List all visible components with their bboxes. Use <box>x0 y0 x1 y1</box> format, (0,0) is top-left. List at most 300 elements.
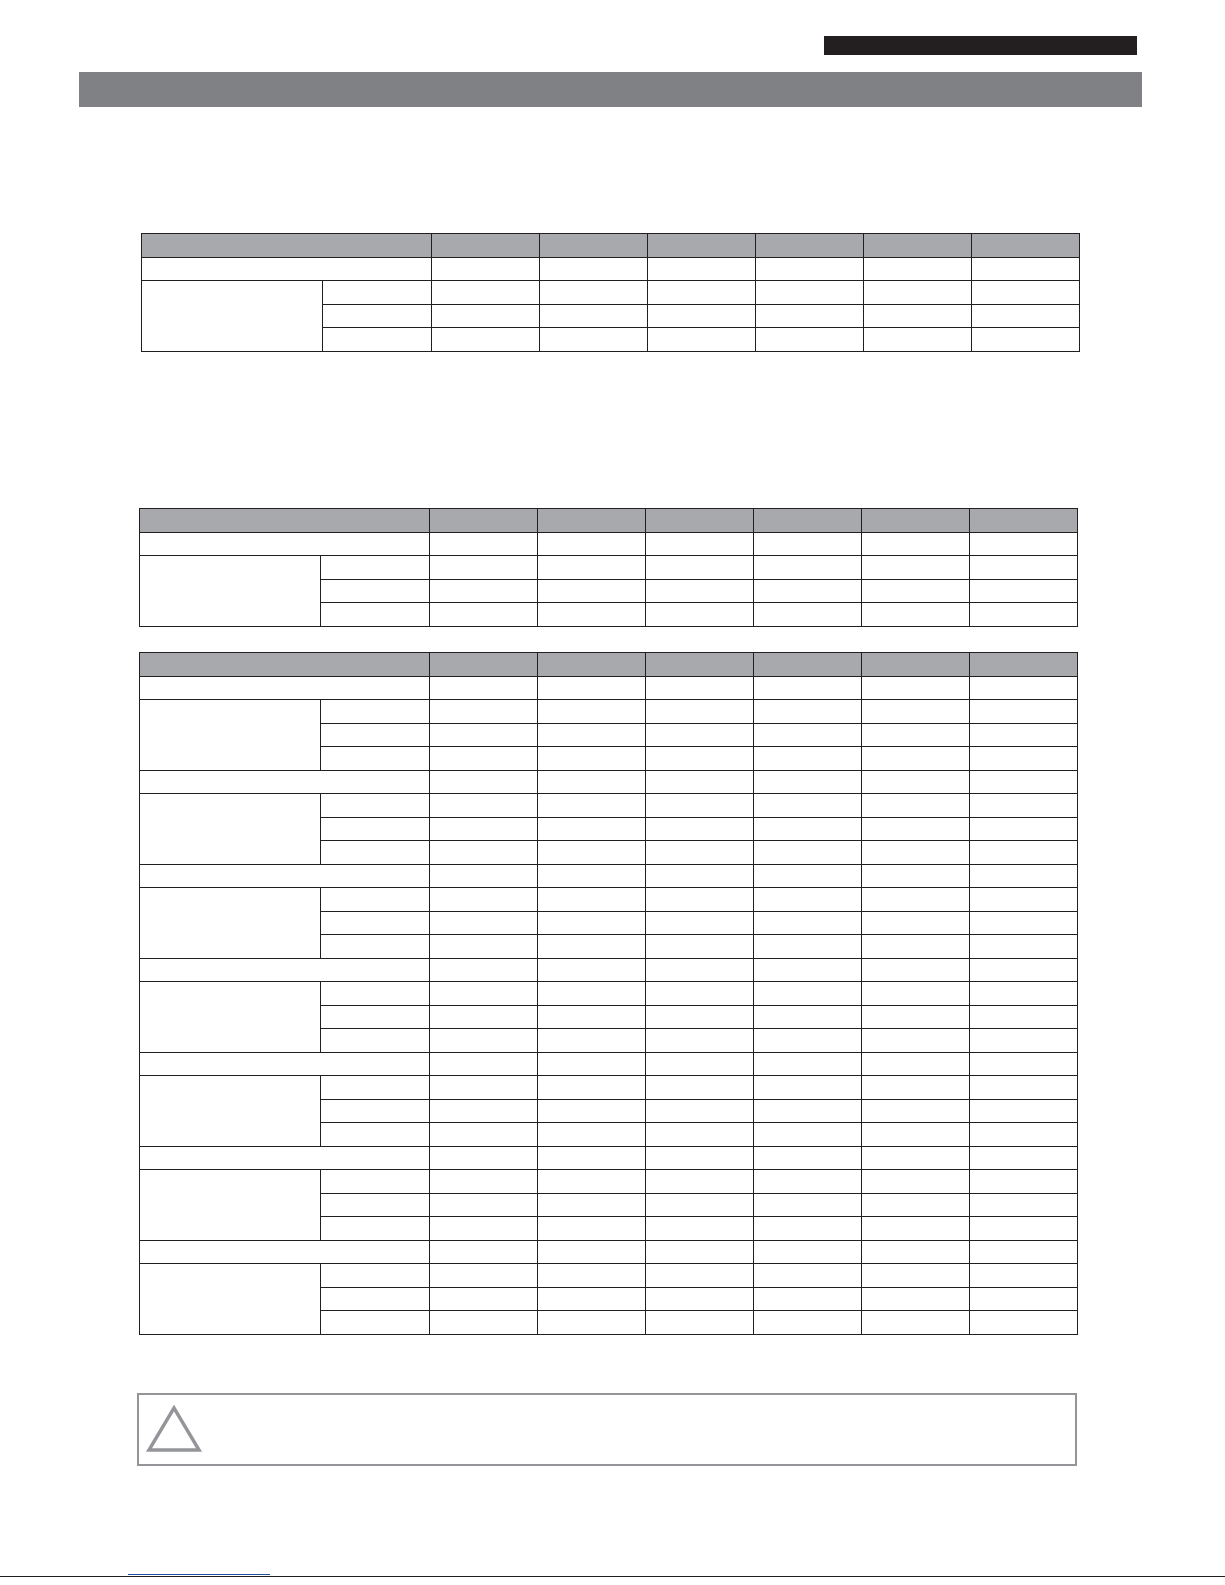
table-cell <box>970 1146 1078 1170</box>
table-cell <box>538 817 646 841</box>
table-cell <box>646 982 754 1006</box>
table-cell <box>754 1311 862 1335</box>
table-cell <box>646 817 754 841</box>
table-cell <box>646 700 754 724</box>
table-cell <box>538 841 646 865</box>
table-cell <box>646 603 754 627</box>
table-cell <box>862 1193 970 1217</box>
table-cell <box>646 676 754 700</box>
table-cell <box>972 304 1080 328</box>
warning-triangle-icon <box>145 1404 203 1454</box>
table-cell <box>754 1029 862 1053</box>
table-cell <box>864 304 972 328</box>
footer-rule <box>0 1576 1225 1577</box>
table-cell <box>538 1311 646 1335</box>
table-cell <box>538 1029 646 1053</box>
group-label-cell <box>140 1264 321 1335</box>
sub-label-cell <box>321 556 430 580</box>
table-cell <box>432 257 540 281</box>
table-cell <box>754 935 862 959</box>
table-cell <box>754 958 862 982</box>
group-label-cell <box>140 1170 321 1241</box>
table-cell <box>862 958 970 982</box>
table-cell <box>538 1005 646 1029</box>
table-cell <box>862 1146 970 1170</box>
table-cell <box>970 911 1078 935</box>
table-cell <box>756 257 864 281</box>
header-cell <box>430 653 538 677</box>
table-cell <box>862 935 970 959</box>
table-cell <box>538 958 646 982</box>
table-cell <box>430 1193 538 1217</box>
header-cell <box>646 509 754 533</box>
table-cell <box>970 817 1078 841</box>
table-cell <box>970 1005 1078 1029</box>
header-cell <box>538 509 646 533</box>
table-cell <box>430 747 538 771</box>
table-row <box>140 1240 1078 1264</box>
sub-label-cell <box>321 794 430 818</box>
table-cell <box>862 556 970 580</box>
table-cell <box>970 1029 1078 1053</box>
table-cell <box>646 1264 754 1288</box>
table-cell <box>970 1240 1078 1264</box>
table-cell <box>862 676 970 700</box>
table-cell <box>862 982 970 1006</box>
table-cell <box>754 1123 862 1147</box>
table-cell <box>538 532 646 556</box>
table-cell <box>754 864 862 888</box>
table-cell <box>538 676 646 700</box>
header-cell <box>756 234 864 258</box>
table-cell <box>754 1099 862 1123</box>
table-cell <box>430 958 538 982</box>
table-cell <box>430 603 538 627</box>
sub-label-cell <box>321 1099 430 1123</box>
table-cell <box>430 1240 538 1264</box>
table-cell <box>970 982 1078 1006</box>
footer-link[interactable] <box>128 1574 270 1575</box>
sub-label-cell <box>321 1311 430 1335</box>
table-row <box>140 676 1078 700</box>
table-cell <box>646 958 754 982</box>
group-label-cell <box>140 1076 321 1147</box>
table-cell <box>538 723 646 747</box>
table-cell <box>754 1193 862 1217</box>
table-row <box>140 1146 1078 1170</box>
header-cell <box>862 509 970 533</box>
table-cell <box>430 1005 538 1029</box>
table-cell <box>862 1311 970 1335</box>
table-row <box>142 257 1080 281</box>
table-cell <box>430 1123 538 1147</box>
table-row <box>140 958 1078 982</box>
group-label-cell <box>140 700 321 771</box>
table-cell <box>646 1240 754 1264</box>
table-cell <box>754 888 862 912</box>
table-header-row <box>142 234 1080 258</box>
table-cell <box>430 723 538 747</box>
table-cell <box>540 281 648 305</box>
table-cell <box>862 1264 970 1288</box>
row-label-cell <box>140 1052 430 1076</box>
header-tab <box>824 36 1137 55</box>
table-cell <box>538 982 646 1006</box>
table-cell <box>430 1287 538 1311</box>
table-cell <box>430 770 538 794</box>
table-cell <box>646 747 754 771</box>
table-cell <box>970 794 1078 818</box>
table-subrow <box>140 1170 1078 1194</box>
table-cell <box>648 257 756 281</box>
table-cell <box>970 1052 1078 1076</box>
table-cell <box>430 700 538 724</box>
header-cell <box>648 234 756 258</box>
header-cell <box>754 653 862 677</box>
table-cell <box>754 556 862 580</box>
row-label-cell <box>140 770 430 794</box>
table-cell <box>754 1264 862 1288</box>
table-cell <box>646 770 754 794</box>
table-cell <box>970 1076 1078 1100</box>
table-cell <box>430 935 538 959</box>
table-header-row <box>140 509 1078 533</box>
sub-label-cell <box>321 1029 430 1053</box>
sub-label-cell <box>321 1170 430 1194</box>
table-cell <box>538 888 646 912</box>
section-title-bar <box>79 72 1142 107</box>
table-subrow <box>140 888 1078 912</box>
table-cell <box>538 935 646 959</box>
table-cell <box>754 723 862 747</box>
table-subrow <box>140 1264 1078 1288</box>
spec-table-3 <box>139 652 1078 1335</box>
table-cell <box>972 281 1080 305</box>
table-cell <box>862 911 970 935</box>
sub-label-cell <box>321 888 430 912</box>
table-cell <box>430 1052 538 1076</box>
table-cell <box>430 794 538 818</box>
table-cell <box>538 1076 646 1100</box>
table-cell <box>754 1076 862 1100</box>
table-cell <box>754 1217 862 1241</box>
row-label-cell <box>140 532 430 556</box>
table-cell <box>754 817 862 841</box>
table-subrow <box>140 556 1078 580</box>
group-label-cell <box>140 794 321 865</box>
table-subrow <box>140 1076 1078 1100</box>
row-label-cell <box>140 864 430 888</box>
table-cell <box>754 1170 862 1194</box>
table-cell <box>430 817 538 841</box>
table-cell <box>538 770 646 794</box>
table-cell <box>862 603 970 627</box>
table-cell <box>430 1076 538 1100</box>
header-cell <box>432 234 540 258</box>
table-cell <box>754 532 862 556</box>
table-cell <box>538 556 646 580</box>
table-cell <box>862 1005 970 1029</box>
table-cell <box>646 1170 754 1194</box>
table-cell <box>646 1052 754 1076</box>
table-cell <box>646 1076 754 1100</box>
table-row <box>140 1052 1078 1076</box>
table-cell <box>646 532 754 556</box>
group-label-cell <box>140 888 321 959</box>
row-label-cell <box>140 958 430 982</box>
table-cell <box>538 864 646 888</box>
table-cell <box>972 257 1080 281</box>
table-cell <box>970 888 1078 912</box>
table-cell <box>538 1099 646 1123</box>
table-cell <box>754 579 862 603</box>
sub-label-cell <box>321 1005 430 1029</box>
table-cell <box>754 603 862 627</box>
sub-label-cell <box>321 1193 430 1217</box>
header-cell <box>970 653 1078 677</box>
table-cell <box>862 747 970 771</box>
table-cell <box>646 1311 754 1335</box>
table-cell <box>862 1170 970 1194</box>
table-cell <box>430 1029 538 1053</box>
header-cell <box>862 653 970 677</box>
header-cell <box>864 234 972 258</box>
table-header-row <box>140 653 1078 677</box>
table-cell <box>538 1287 646 1311</box>
table-cell <box>430 864 538 888</box>
table-cell <box>646 556 754 580</box>
table-cell <box>862 723 970 747</box>
header-cell <box>142 234 432 258</box>
table-cell <box>970 770 1078 794</box>
table-cell <box>538 700 646 724</box>
table-cell <box>756 328 864 352</box>
table-cell <box>430 841 538 865</box>
table-cell <box>646 1217 754 1241</box>
table-cell <box>646 794 754 818</box>
table-cell <box>648 281 756 305</box>
table-cell <box>864 328 972 352</box>
table-cell <box>430 1264 538 1288</box>
table-cell <box>430 1099 538 1123</box>
table-cell <box>756 304 864 328</box>
sub-label-cell <box>321 603 430 627</box>
table-cell <box>646 1123 754 1147</box>
table-cell <box>646 911 754 935</box>
sub-label-cell <box>321 841 430 865</box>
table-cell <box>430 1311 538 1335</box>
sub-label-cell <box>321 1217 430 1241</box>
table-cell <box>970 1170 1078 1194</box>
table-cell <box>862 1029 970 1053</box>
table-cell <box>538 1146 646 1170</box>
table-cell <box>970 1123 1078 1147</box>
table-cell <box>430 1146 538 1170</box>
header-cell <box>540 234 648 258</box>
header-cell <box>538 653 646 677</box>
table-cell <box>970 864 1078 888</box>
group-label-cell <box>142 281 323 352</box>
table-cell <box>862 1099 970 1123</box>
table-cell <box>754 770 862 794</box>
table-cell <box>862 864 970 888</box>
table-cell <box>970 1099 1078 1123</box>
header-cell <box>140 653 430 677</box>
table-cell <box>862 532 970 556</box>
sub-label-cell <box>321 1264 430 1288</box>
table-cell <box>538 911 646 935</box>
spec-table-2 <box>139 508 1078 627</box>
table-cell <box>970 603 1078 627</box>
table-cell <box>864 257 972 281</box>
table-cell <box>430 676 538 700</box>
table-cell <box>970 556 1078 580</box>
table-cell <box>970 700 1078 724</box>
table-cell <box>862 700 970 724</box>
table-cell <box>754 911 862 935</box>
sub-label-cell <box>323 304 432 328</box>
sub-label-cell <box>321 747 430 771</box>
table-cell <box>862 1123 970 1147</box>
table-cell <box>646 579 754 603</box>
table-cell <box>754 700 862 724</box>
table-cell <box>862 770 970 794</box>
table-cell <box>970 841 1078 865</box>
table-cell <box>646 1099 754 1123</box>
table-cell <box>862 1217 970 1241</box>
table-cell <box>972 328 1080 352</box>
table-cell <box>430 579 538 603</box>
table-cell <box>754 676 862 700</box>
table-cell <box>540 257 648 281</box>
table-cell <box>862 1240 970 1264</box>
table-cell <box>646 935 754 959</box>
table-row <box>140 532 1078 556</box>
row-label-cell <box>142 257 432 281</box>
row-label-cell <box>140 1240 430 1264</box>
table-cell <box>646 1193 754 1217</box>
table-cell <box>970 935 1078 959</box>
sub-label-cell <box>321 579 430 603</box>
table-cell <box>432 328 540 352</box>
group-label-cell <box>140 556 321 627</box>
table-cell <box>646 1287 754 1311</box>
table-cell <box>754 982 862 1006</box>
table-cell <box>970 1217 1078 1241</box>
table-row <box>140 770 1078 794</box>
sub-label-cell <box>321 911 430 935</box>
table-cell <box>538 1052 646 1076</box>
table-cell <box>538 794 646 818</box>
table-cell <box>754 841 862 865</box>
table-cell <box>754 747 862 771</box>
table-cell <box>970 532 1078 556</box>
table-cell <box>862 794 970 818</box>
table-cell <box>970 1287 1078 1311</box>
sub-label-cell <box>321 723 430 747</box>
table-cell <box>432 281 540 305</box>
header-cell <box>646 653 754 677</box>
table-cell <box>970 747 1078 771</box>
table-cell <box>754 794 862 818</box>
table-cell <box>646 1146 754 1170</box>
table-cell <box>864 281 972 305</box>
table-cell <box>430 888 538 912</box>
table-subrow <box>140 982 1078 1006</box>
header-cell <box>754 509 862 533</box>
table-row <box>140 864 1078 888</box>
table-cell <box>970 579 1078 603</box>
sub-label-cell <box>321 817 430 841</box>
table-cell <box>862 888 970 912</box>
table-cell <box>430 1170 538 1194</box>
table-cell <box>646 841 754 865</box>
table-cell <box>646 888 754 912</box>
group-label-cell <box>140 982 321 1053</box>
table-cell <box>862 1287 970 1311</box>
table-cell <box>540 328 648 352</box>
table-cell <box>538 603 646 627</box>
table-cell <box>540 304 648 328</box>
spec-table-1 <box>141 233 1080 352</box>
header-cell <box>972 234 1080 258</box>
table-cell <box>970 1311 1078 1335</box>
table-cell <box>430 1217 538 1241</box>
header-cell <box>430 509 538 533</box>
table-cell <box>970 958 1078 982</box>
table-subrow <box>140 700 1078 724</box>
table-cell <box>754 1005 862 1029</box>
warning-box <box>137 1393 1077 1466</box>
table-cell <box>538 747 646 771</box>
table-cell <box>862 841 970 865</box>
row-label-cell <box>140 676 430 700</box>
sub-label-cell <box>321 700 430 724</box>
row-label-cell <box>140 1146 430 1170</box>
table-cell <box>538 1240 646 1264</box>
table-cell <box>862 579 970 603</box>
table-subrow <box>140 794 1078 818</box>
table-cell <box>756 281 864 305</box>
table-cell <box>648 304 756 328</box>
table-cell <box>970 723 1078 747</box>
table-cell <box>538 579 646 603</box>
sub-label-cell <box>321 1123 430 1147</box>
table-cell <box>646 864 754 888</box>
table-cell <box>970 1193 1078 1217</box>
table-cell <box>430 556 538 580</box>
sub-label-cell <box>321 935 430 959</box>
table-cell <box>646 1005 754 1029</box>
table-cell <box>754 1240 862 1264</box>
table-cell <box>432 304 540 328</box>
sub-label-cell <box>321 1076 430 1100</box>
table-cell <box>862 817 970 841</box>
table-cell <box>538 1170 646 1194</box>
table-cell <box>646 1029 754 1053</box>
table-cell <box>862 1076 970 1100</box>
sub-label-cell <box>321 982 430 1006</box>
table-cell <box>754 1287 862 1311</box>
table-cell <box>754 1052 862 1076</box>
table-cell <box>538 1193 646 1217</box>
table-cell <box>430 532 538 556</box>
sub-label-cell <box>321 1287 430 1311</box>
table-cell <box>648 328 756 352</box>
table-cell <box>970 676 1078 700</box>
table-cell <box>538 1217 646 1241</box>
table-cell <box>862 1052 970 1076</box>
